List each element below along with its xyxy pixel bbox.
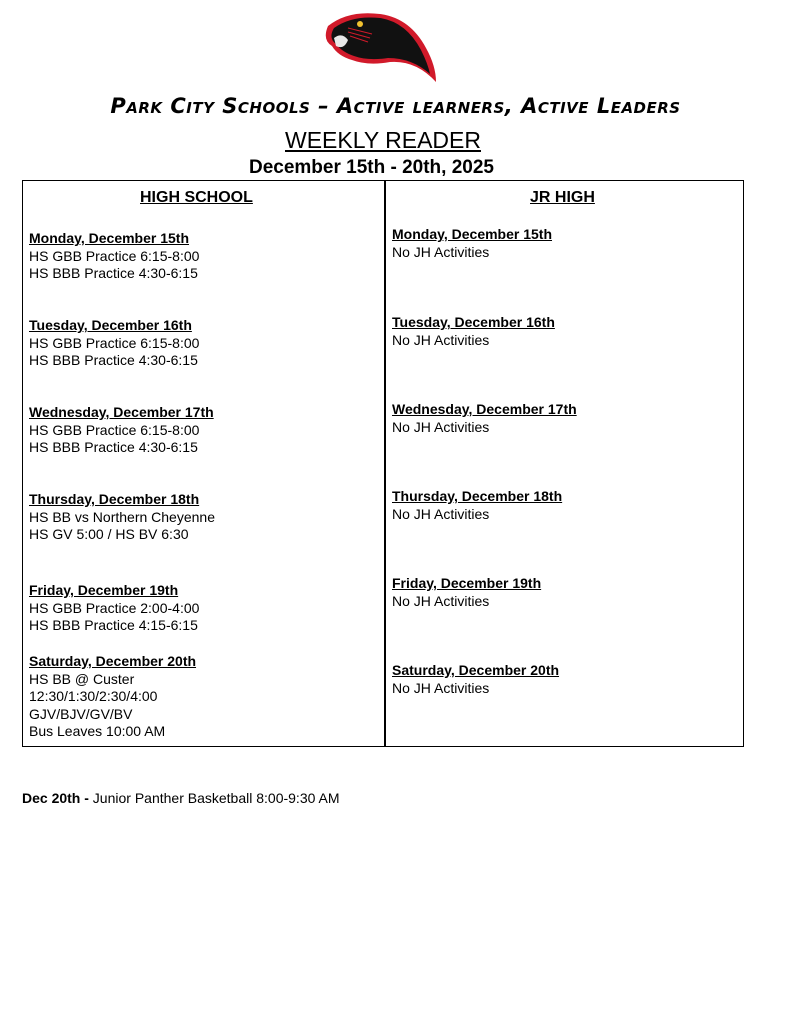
event-line: HS BBB Practice 4:15-6:15 [29, 617, 198, 633]
event-line: HS BBB Practice 4:30-6:15 [29, 352, 198, 368]
event-line: 12:30/1:30/2:30/4:00 [29, 688, 158, 704]
day-block [29, 230, 199, 283]
day-block [392, 662, 559, 697]
event-line: HS GBB Practice 2:00-4:00 [29, 599, 200, 616]
footer-note [22, 790, 340, 806]
schedule-table [22, 180, 744, 747]
footer-date: Dec 20th - [22, 790, 89, 806]
event-line: HS GBB Practice 6:15-8:00 [29, 334, 200, 351]
day-block [392, 401, 577, 436]
day-heading: Monday, December 15th [392, 226, 553, 242]
day-block [29, 404, 214, 457]
event-line: No JH Activities [392, 679, 490, 696]
day-heading: Wednesday, December 17th [29, 404, 214, 420]
event-line: No JH Activities [392, 243, 490, 260]
day-block [392, 575, 541, 610]
day-block [392, 314, 555, 349]
day-heading: Friday, December 19th [392, 575, 542, 591]
day-heading: Thursday, December 18th [29, 491, 200, 507]
day-block [392, 488, 562, 523]
jr-high-heading: JR HIGH [530, 189, 595, 206]
day-heading: Thursday, December 18th [392, 488, 563, 504]
day-heading: Saturday, December 20th [392, 662, 560, 678]
day-block [29, 653, 196, 741]
day-heading: Wednesday, December 17th [392, 401, 577, 417]
event-line: HS BBB Practice 4:30-6:15 [29, 265, 198, 281]
day-block [392, 226, 552, 261]
footer-text: Junior Panther Basketball 8:00-9:30 AM [88, 790, 340, 806]
event-line: No JH Activities [392, 418, 490, 435]
event-line: HS BB vs Northern Cheyenne [29, 508, 215, 525]
event-line: HS GBB Practice 6:15-8:00 [29, 421, 200, 438]
event-line: HS BB @ Custer [29, 670, 135, 687]
panther-logo-icon [318, 8, 440, 84]
day-heading: Tuesday, December 16th [29, 317, 192, 333]
event-line: Bus Leaves 10:00 AM [29, 723, 166, 739]
day-heading: Tuesday, December 16th [392, 314, 555, 330]
event-line: GJV/BJV/GV/BV [29, 705, 133, 722]
event-line: HS GV 5:00 / HS BV 6:30 [29, 526, 189, 542]
day-heading: Monday, December 15th [29, 230, 190, 246]
day-block [29, 317, 199, 370]
column-divider [384, 181, 386, 746]
event-line: HS BBB Practice 4:30-6:15 [29, 439, 198, 455]
event-line: No JH Activities [392, 505, 490, 522]
event-line: HS GBB Practice 6:15-8:00 [29, 247, 200, 264]
event-line: No JH Activities [392, 331, 490, 348]
date-range: December 15th - 20th, 2025 [248, 157, 494, 178]
page-title: WEEKLY READER [285, 127, 481, 153]
high-school-heading: HIGH SCHOOL [140, 189, 253, 206]
day-block [29, 491, 215, 544]
event-line: No JH Activities [392, 592, 490, 609]
school-tagline: Park City Schools – Active learners, Active Leaders [110, 94, 681, 118]
day-block [29, 582, 199, 635]
day-heading: Saturday, December 20th [29, 653, 197, 669]
day-heading: Friday, December 19th [29, 582, 179, 598]
